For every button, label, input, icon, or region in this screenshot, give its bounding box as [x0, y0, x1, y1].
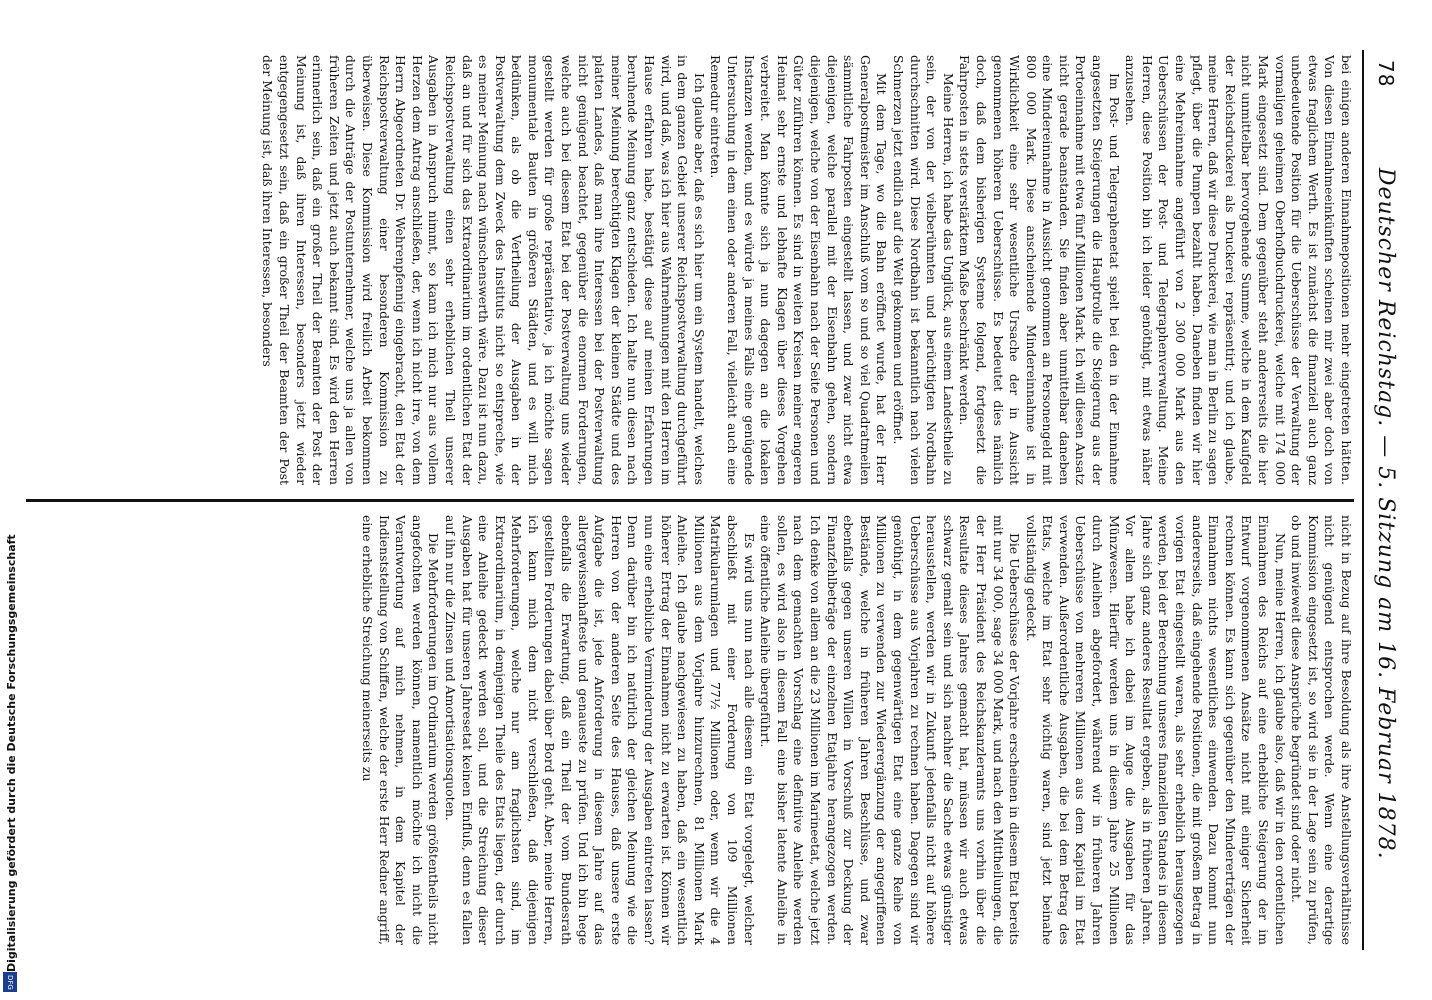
column-divider	[26, 499, 1354, 502]
rotated-page	[6, 20, 1426, 980]
paragraph: nicht in Bezug auf ihre Besoldung als ihre Anstellungsverhältnisse nicht genügend entsprochen werde. Wenn eine derartige Kommission eingesetzt ist, so wird sie in der Lage sein zu prüfen, ob und inwieweit diese Ansprüche begründet sind oder nicht.	[1289, 515, 1354, 945]
page-header	[1366, 60, 1406, 940]
paragraph: Die Mehrforderungen im Ordinarium werden größtentheils nicht angefochten werden können, namentlich möchte ich nicht die Verantwortung auf mich nehmen, in dem Kapitel der Indienststellung von Schiffen, welche der erste Herr Redner angriff, eine erhebliche Streichung meinerseits zu	[359, 515, 442, 945]
text-column-left	[46, 55, 1354, 485]
digitization-credit: Digitalisierung gefördert durch die Deutsche Forschungsgemeinschaft	[5, 534, 18, 972]
dfg-logo-icon: DFG	[3, 972, 17, 992]
credit-strip	[0, 0, 22, 1000]
text-column-right	[46, 515, 1354, 945]
paragraph: bei einigen anderen Einnahmepositionen mehr eingetreten hätten. Von diesen Einnahmeeinkünften scheinen mir zwei aber doch von etwas fraglichem Werth. Es ist zunächst die finanziell auch ganz unbedeutende Position für die Ueberschüsse der Verwaltung der vormaligen geheimen Oberhofbuchdruckerei, welche mit 174 000 Mark eingesetzt sind. Dem gegenüber steht andererseits die hier nicht unmittelbar hervorgehende Summe, welche in dem Kaufgeld der Reichsdruckerei als Druckerei repräsentirt; und ich glaube, meine Herren, daß wir diese Druckerei, wie man in Berlin zu sagen pflegt, über die Pumpen bezahlt haben. Daneben finden wir hier eine Mehreinnahme angeführt von 2 300 000 Mark aus den Ueberschüssen der Post- und Telegraphenverwaltung. Meine Herren, diese Position bin ich leider genöthigt, mit etwas näher anzusehen.	[1123, 55, 1354, 485]
running-title: Deutscher Reichstag. — 5. Sitzung am 16. Februar 1878.	[1373, 167, 1399, 860]
paragraph: Nun, meine Herren, ich glaube also, daß wir in den ordentlichen Einnahmen des Reichs auf eine erhebliche Steigerung der im Entwurf vorgenommenen Ansätze nicht mit einiger Sicherheit rechnen können. Es kann sich gegenüber den Mindererträgen der Einnahmen nichts wesentliches einwenden. Dazu kommt nun andererseits, daß eingehende Positionen, die mit großem Betrag in vorigen Etat eingestellt waren, als sehr erheblich herausgezogen werden, bei der Berechnung unseres finanziellen Standes in diesem Jahre sich ganz anderes Resultat ergeben, als in früheren Jahren. Vor allem habe ich dabei im Auge die Ausgaben für das Münzwesen. Hierfür werden uns in diesem Jahre 25 Millionen durch Anleihen abgefordert, während wir in früheren Jahren Ueberschüsse von mehreren Millionen aus dem Kapital im Etat verwenden. Außerordentliche Ausgaben, die bei dem Betrag des Etats, welche im Etat sehr wichtig waren, sind jetzt beinahe vollständig gedeckt.	[1023, 515, 1288, 945]
paragraph: Ich glaube aber, daß es sich hier um ein System handelt, welches in dem ganzen Gebiet unserer Reichspostverwaltung durchgeführt wird, und daß, was ich hier aus Wahrnehmungen mit den Herren im Hause erfahren habe, bestätigt diese auf meinen Erfahrungen beruhende Meinung ganz entschieden. Ich halte nun diesen nach meiner Meinung berechtigten Klagen der kleinen Städte und des platten Landes, daß man ihre Interessen bei der Postverwaltung nicht genügend beachtet, gegenüber die enormen Forderungen, welche auch bei diesem Etat bei der Postverwaltung uns wieder gestellt werden für große repräsentative, ja ich möchte sagen monumentale Bauten in größeren Städten, und es will mich bedünken, als ob die Vertheilung der Ausgaben in der Postverwaltung dem Zweck des Instituts nicht so entspreche, wie es meiner Meinung nach wünschenswerth wäre. Dazu ist nun dazu, daß an und für sich das Extraordinarium im ordentlichen Etat der Reichspostverwaltung einen sehr erheblichen Theil unserer Ausgaben in Anspruch nimmt, so kann ich mich nur aus vollem Herzen dem Antrag anschließen, der, wenn ich nicht irre, von dem Herrn Abgeordneten Dr. Wehrenpfennig eingebracht, den Etat der Reichspostverwaltung einer besonderen Kommission zu überweisen. Diese Kommission wird freilich Arbeit bekommen durch die Anträge der Postunternehmer, welche uns ja allen von früheren Zeiten und jetzt auch bekannt sind. Es wird den Herren erinnerlich sein, daß ein großer Theil der Beamten der Post der Meinung ist, daß ihren Interessen, besonders jetzt wieder entgegengesetzt sein, daß ein großer Theil der Beamten der Post der Meinung ist, daß ihren Interessen, besonders	[260, 55, 707, 485]
paragraph: Es wird uns nun nach alle diesem ein Etat vorgelegt, welcher abschließt mit einer Forderung von 109 Millionen Matrikularumlagen und 77½ Millionen oder, wenn wir die 4 Millionen aus dem Vorjahre hinzurechnen, 81 Millionen Mark Anleihe. Ich glaube nachgewiesen zu haben, daß ein wesentlich höherer Ertrag der Einnahmen nicht zu erwarten ist. Können wir nun eine erhebliche Verminderung der Ausgaben eintreten lassen? Denn darüber bin ich natürlich der gleichen Meinung wie die Herren von der anderen Seite des Hauses, daß unsere erste Aufgabe die ist, jede Anforderung in diesem Jahre auf das allergewissenhafteste und genaueste zu prüfen. Und ich bin hege ebenfalls die Erwartung, daß ein Theil der vom Bundesrath gestellten Forderungen dabei über Bord geht. Aber, meine Herren, ich kann mich dem nicht verschließen, daß diejenigen Mehrforderungen, welche nur am fraglichsten sind, im Extraordinarium, in demjenigen Theile des Etats liegen, der durch eine Anleihe gedeckt werden soll, und die Streichung dieser Ausgaben hat für unseren Jahresetat keinen Einfluß, denn es fallen auf ihn nur die Zinsen und Amortisationsquoten.	[442, 515, 757, 945]
header-rule	[1362, 50, 1364, 950]
paragraph: Die Ueberschüsse der Vorjahre erscheinen in diesem Etat bereits mit nur 34 000, sage 34 000 Mark, und nach den Mittheilungen, die der Herr Präsident des Reichskanzleramts uns vorhin über die Resultate dieses Jahres gemacht hat, müssen wir auch etwas schwarz gemalt sein und sich nachher die Sache etwas günstiger herausstellen, werden wir in Zukunft jedenfalls nicht auf höhere Ueberschüsse aus Vorjahren zu rechnen haben. Dagegen sind wir genöthigt, in dem gegenwärtigen Etat eine ganze Reihe von Millionen zu verwenden zur Wiederergänzung der angegriffenen Bestände, welche in früheren Jahren Beschlüsse, und zwar ebenfalls gegen unseren Willen in Vorschuß zur Deckung der Finanzfehlbeträge der einzelnen Etatjahre herangezogen werden. Ich denke von allem an die 23 Millionen im Marineetat, welche jetzt nach dem gemachten Vorschlag eine definitive Anleihe werden sollen, es wird also in diesem Fall eine bisher latente Anleihe in eine öffentliche Anleihe übergeführt.	[758, 515, 1023, 945]
page-number: 78	[1374, 60, 1398, 88]
paragraph: Im Post- und Telegraphenetat spielt bei den in der Einnahme angesetzten Steigerungen die Hauptrolle die Steigerung aus der Portoeinnahme mit etwa fünf Millionen Mark. Ich will diesen Ansatz nicht gerade beanstanden. Sie finden aber unmittelbar daneben eine Mindereinnahme in Aussicht genommen an Personengeld mit 800 000 Mark. Diese anscheinende Mindereinnahme ist in Wirklichkeit eine sehr wesentliche Ursache der in Aussicht genommenen höheren Ueberschüsse. Es bedeutet dies nämlich doch, daß dem bisherigen Systeme folgend, fortgesetzt die Fahrposten in stets verstärktem Maße beschränkt werden.	[957, 55, 1122, 485]
paragraph: Mit dem Tage, wo die Bahn eröffnet wurde, hat der Herr Generalpostmeister im Anschluß vom so und so viel Quadratmeilen sämmtliche Fahrposten eingestellt lassen, und zwar nicht etwa diejenigen, welche parallel mit der Eisenbahn gehen, sondern diejenigen, welche von der Eisenbahn nach der Seite Personen und Güter zuführen können. Es sind in weiten Kreisen meiner engeren Heimat sehr ernste und lebhafte Klagen über dieses Vorgehen verbreitet. Man könnte sich ja nun dagegen an die lokalen Instanzen wenden, und es würde ja meines Falls eine genügende Untersuchung in dem einen oder anderen Fall, vielleicht auch eine Remedur eintreten.	[708, 55, 890, 485]
paragraph: Meine Herren, ich habe das Unglück, aus einem Landestheile zu sein, der von der vielberühmten und berüchtigten Nordbahn durchschnitten wird. Diese Nordbahn ist bekanntlich nach vielen Schmerzen jetzt endlich auf die Welt gekommen und eröffnet.	[890, 55, 956, 485]
